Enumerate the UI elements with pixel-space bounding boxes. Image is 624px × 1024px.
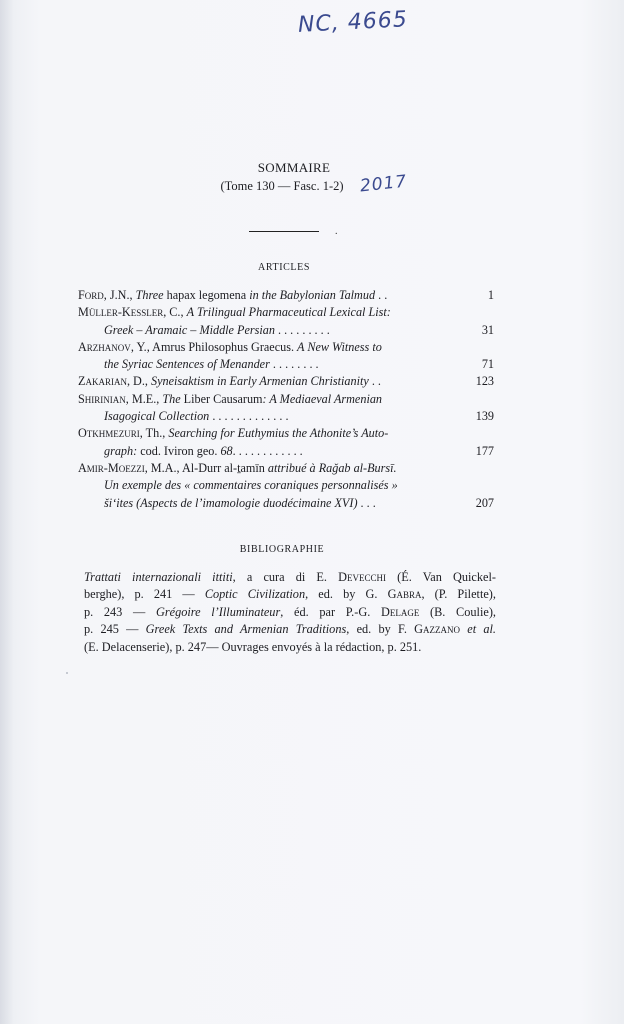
toc-entry <box>78 304 494 339</box>
toc-entry <box>78 339 494 374</box>
text-segment: . . . . . . . . . . . . <box>232 443 303 458</box>
author-name: Shirinian <box>78 391 126 406</box>
author-name: Otkhmezuri <box>78 426 140 441</box>
title-text: graph: <box>104 443 138 458</box>
bibliography-line <box>84 621 496 638</box>
text-segment: . . <box>375 288 388 302</box>
title-text: A Trilingual Pharmaceutical Lexical List: <box>186 305 391 320</box>
title-text: the Syriac Sentences of Menander <box>104 357 270 372</box>
toc-entry-line <box>78 339 494 356</box>
title-text: et al. <box>467 622 496 637</box>
author-name: Amir-Moezzi <box>78 460 145 475</box>
text-segment: , ed. by F. <box>346 622 415 637</box>
toc-entry <box>78 391 494 426</box>
author-name: Devecchi <box>338 570 387 584</box>
toc-entry-line <box>78 495 494 512</box>
text-segment: (É. Van Quickel- <box>386 570 496 584</box>
title-text: attribué à Raǧab al-Bursī. <box>267 460 397 475</box>
text-segment: , (P. Pilette), <box>421 587 496 602</box>
text-segment: . . . . . . . . . . . . . <box>209 409 289 424</box>
bibliography-line <box>84 604 496 621</box>
text-segment: (E. Delacenserie), p. 247— Ouvrages envoyés à la rédaction, p. 251. <box>84 639 422 654</box>
toc-entry-line <box>78 287 494 304</box>
text-segment: p. 245 — <box>84 622 146 637</box>
handwritten-catalog-number: NC, 4665 <box>297 7 409 38</box>
title-text: Trattati internazionali ittiti <box>84 570 233 584</box>
page-title: SOMMAIRE <box>257 160 331 175</box>
toc-entry-line <box>78 477 494 494</box>
toc-page-number: 71 <box>481 357 494 372</box>
author-name: Arzhanov <box>78 339 131 354</box>
toc-entry-line <box>78 460 494 477</box>
text-segment: , ed. by G. <box>305 587 388 602</box>
toc-entry <box>78 460 494 512</box>
text-segment: hapax legomena <box>163 288 250 302</box>
title-text: Un exemple des « commentaires coraniques personnalisés » <box>104 478 398 493</box>
text-segment: , J.N., <box>103 288 136 302</box>
toc-entry-line <box>78 408 494 425</box>
text-segment: Liber Causarum <box>180 391 263 406</box>
toc-entry-line <box>78 391 494 408</box>
stray-dot: . <box>335 226 338 237</box>
bibliography-line <box>84 586 496 603</box>
text-segment: , D., <box>126 374 151 389</box>
title-text: 68 <box>220 443 233 458</box>
text-segment: (B. Coulie), <box>419 604 496 619</box>
author-name: Gabra <box>387 587 422 602</box>
author-name: Müller-Kessler <box>78 305 164 320</box>
title-text: in the Babylonian Talmud <box>249 288 376 302</box>
text-segment: , M.A., Al-Durr al-ṯamīn <box>144 460 268 475</box>
title-text: The <box>162 391 181 406</box>
text-segment: , Y., Amrus Philosophus Graecus. <box>130 339 298 354</box>
toc-page-number: 31 <box>481 322 494 337</box>
text-segment: , a cura di E. <box>232 570 339 584</box>
toc-page-number: 177 <box>475 443 494 458</box>
title-text: Greek – Aramaic – Middle Persian <box>104 322 275 337</box>
toc-page-number: 207 <box>475 495 494 510</box>
toc-page-number: 1 <box>487 288 494 302</box>
title-text: Grégoire l’Illuminateur <box>155 604 281 619</box>
toc-entry-line <box>78 322 494 339</box>
text-segment: , M.E., <box>125 391 163 406</box>
toc-entry-line <box>78 443 494 460</box>
text-segment: , Th., <box>139 426 169 441</box>
text-segment: . . . . . . . . . <box>274 322 330 337</box>
bibliography-line <box>84 639 496 656</box>
articles-list <box>78 287 494 512</box>
toc-entry-line <box>78 304 494 321</box>
text-segment: p. 243 — <box>84 604 156 619</box>
text-segment: cod. Iviron geo. <box>137 443 221 458</box>
toc-entry <box>78 373 494 390</box>
toc-page-number: 139 <box>475 409 494 424</box>
title-text: Searching for Euthymius the Athonite’s Auto- <box>168 426 389 441</box>
articles-heading: ARTICLES <box>258 262 310 273</box>
text-segment: . . <box>368 374 381 389</box>
toc-entry <box>78 287 494 304</box>
title-text: Coptic Civilization <box>204 587 306 602</box>
author-name: Delage <box>380 604 420 619</box>
bibliography-heading: BIBLIOGRAPHIE <box>239 544 325 555</box>
text-segment: , éd. par P.-G. <box>280 604 381 619</box>
text-segment: , C., <box>163 305 187 320</box>
title-text: ši‘ites (Aspects de l’imamologie duodécimaine XVI) <box>104 495 358 510</box>
text-segment: berghe), p. 241 — <box>84 587 205 602</box>
author-name: Zakarian <box>78 374 127 389</box>
text-segment: . . . . . . . . <box>269 357 319 372</box>
title-text: : A Mediaeval Armenian <box>262 391 383 406</box>
toc-page-number: 123 <box>475 374 494 389</box>
handwritten-year: 2017 <box>359 171 409 197</box>
bibliography-line <box>84 569 496 586</box>
title-text: Isagogical Collection <box>104 409 210 424</box>
bibliography-text <box>84 569 496 656</box>
paper-speck <box>66 672 68 674</box>
section-divider <box>249 231 319 232</box>
text-segment: . . . <box>357 495 376 510</box>
toc-entry <box>78 425 494 460</box>
author-name: Gazzano <box>414 622 461 637</box>
toc-entry-line <box>78 356 494 373</box>
author-name: Ford <box>78 288 104 302</box>
title-text: A New Witness to <box>297 339 382 354</box>
toc-entry-line <box>78 425 494 442</box>
title-text: Greek Texts and Armenian Traditions <box>145 622 347 637</box>
title-text: Syneisaktism in Early Armenian Christianity <box>151 374 369 389</box>
toc-entry-line <box>78 373 494 390</box>
issue-subtitle: (Tome 130 — Fasc. 1-2) <box>220 179 344 193</box>
title-text: Three <box>135 288 164 302</box>
